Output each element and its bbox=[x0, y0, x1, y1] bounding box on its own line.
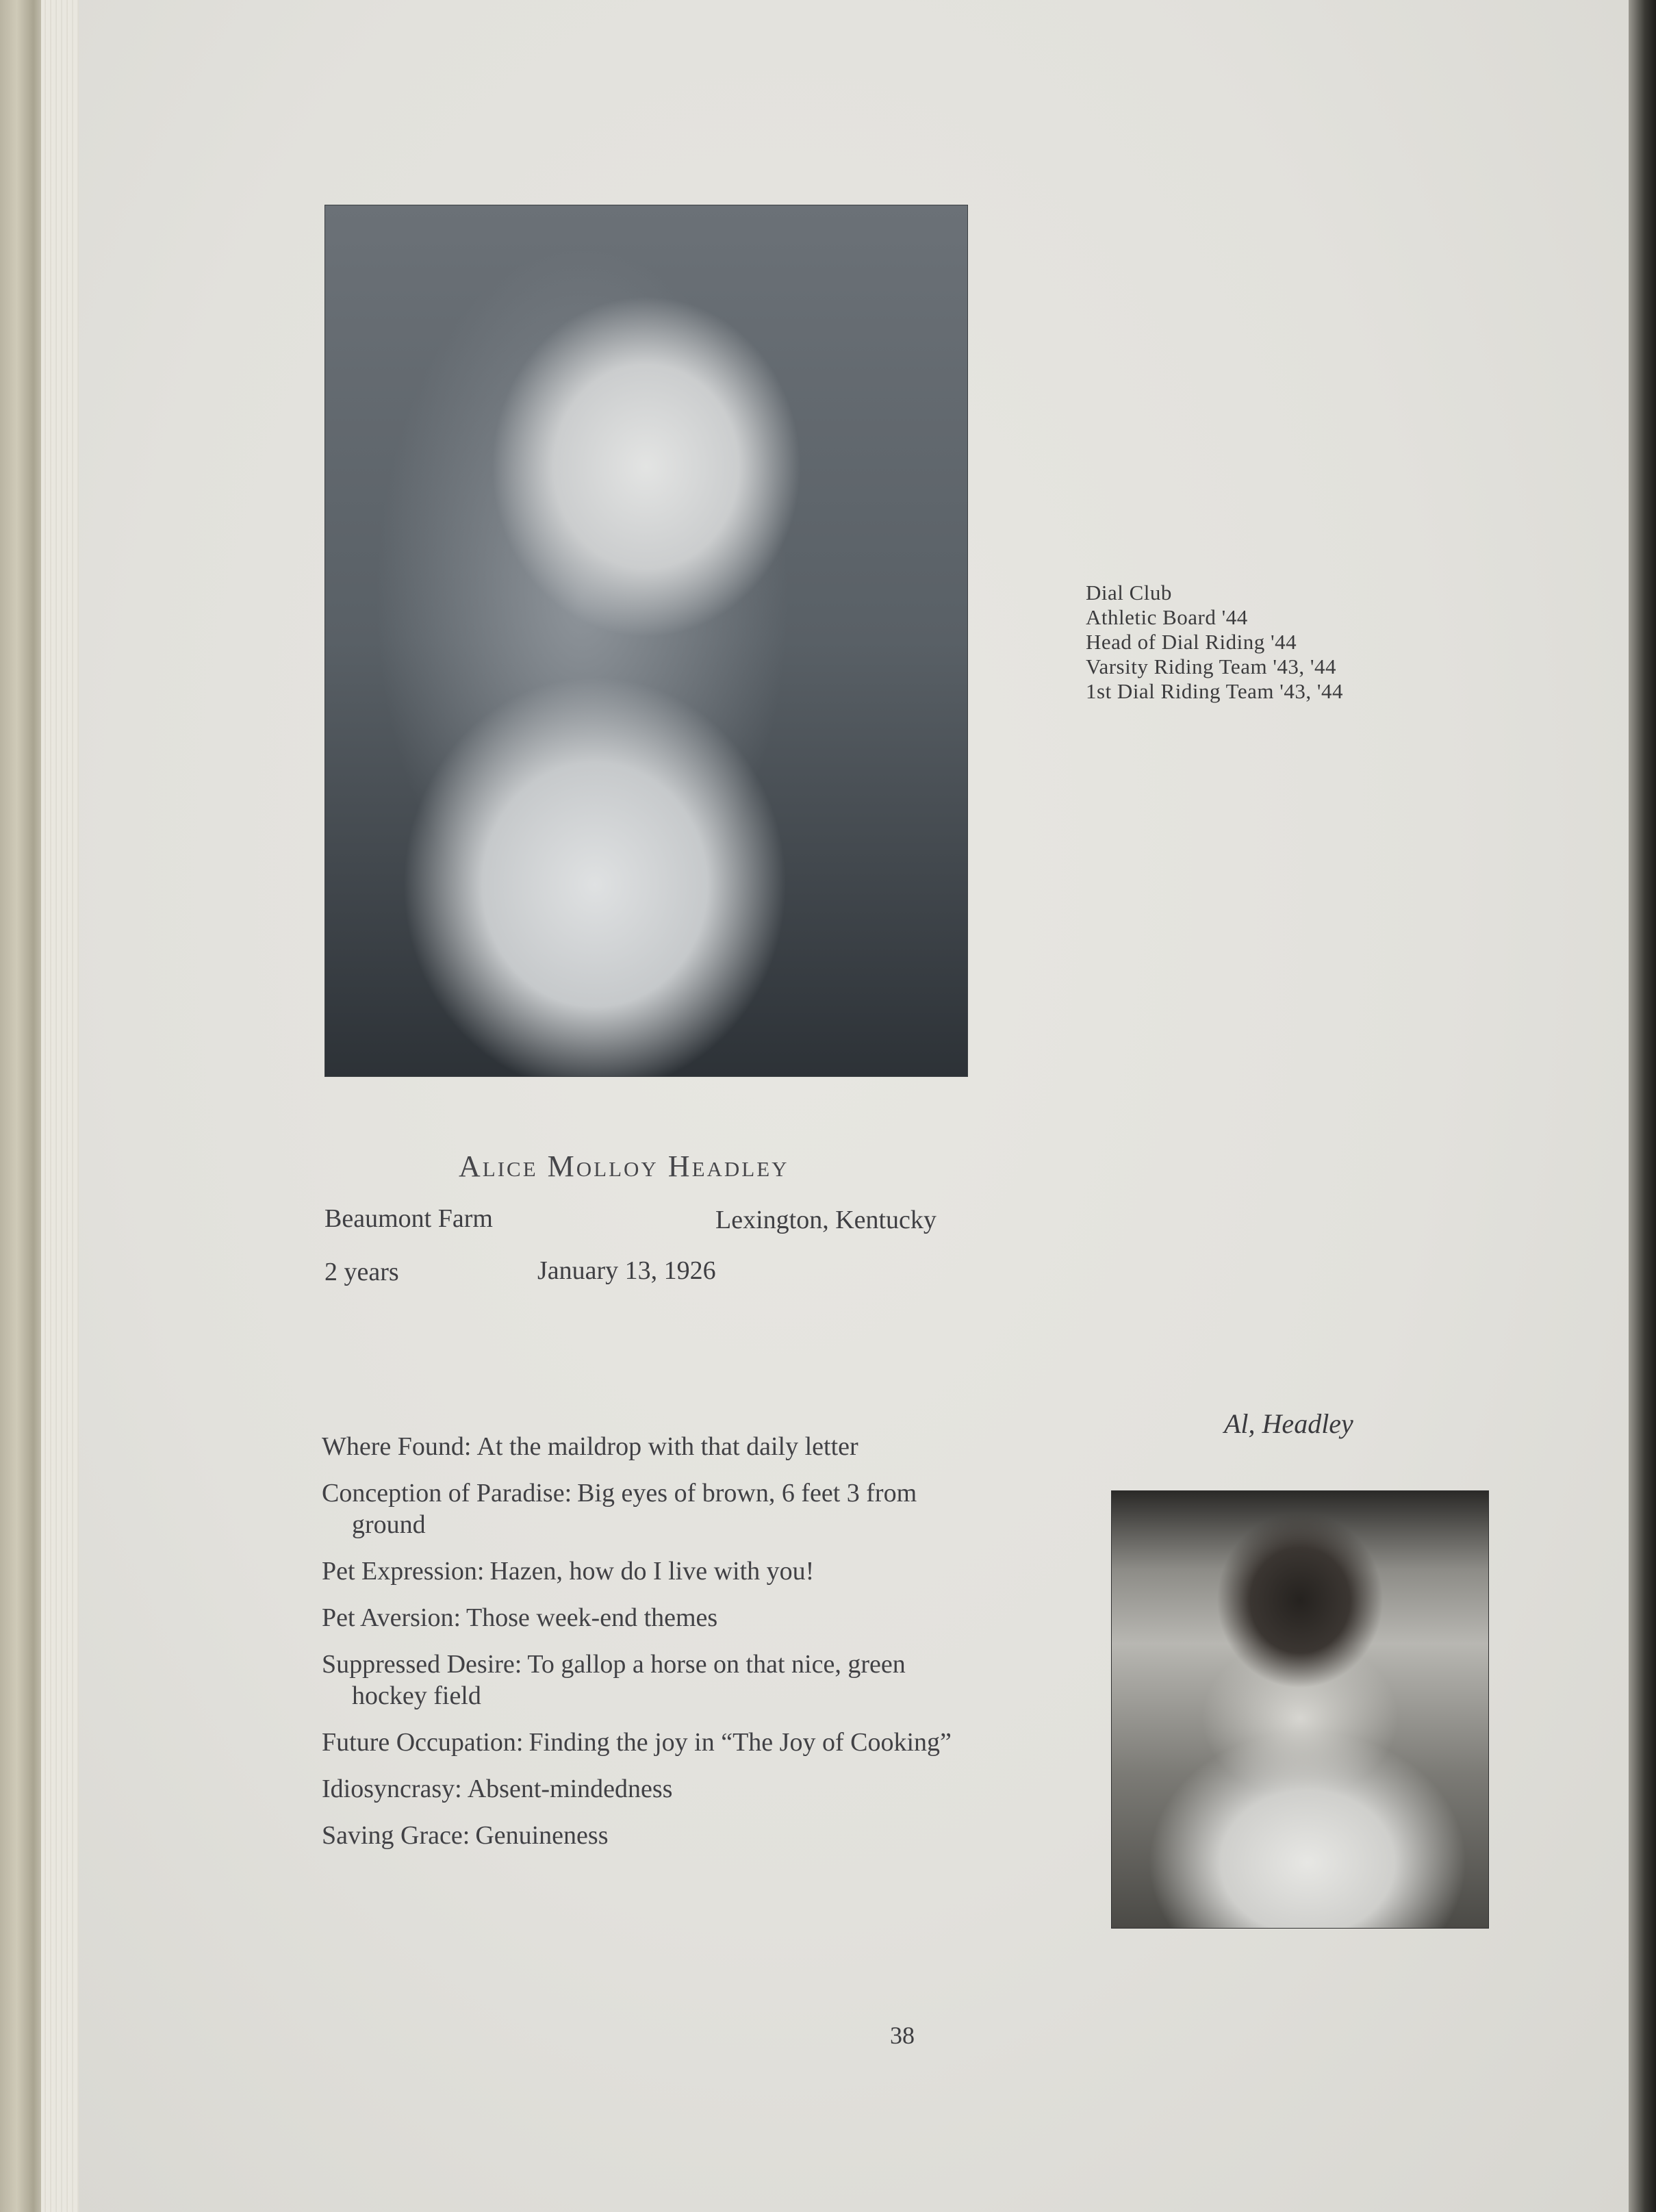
trait-text: To gallop a horse on that nice, green hockey field bbox=[352, 1650, 906, 1710]
trait-label: Suppressed Desire: bbox=[322, 1650, 522, 1679]
activity-item: Varsity Riding Team '43, '44 bbox=[1086, 654, 1336, 678]
trait-text: Absent-mindedness bbox=[467, 1775, 673, 1803]
trait-label: Pet Expression: bbox=[322, 1557, 485, 1586]
trait-text: Genuineness bbox=[475, 1821, 609, 1850]
childhood-photo bbox=[1112, 1491, 1488, 1928]
trait-text: Hazen, how do I live with you! bbox=[489, 1557, 815, 1586]
trait-where-found bbox=[322, 1431, 965, 1462]
home-address: Beaumont Farm bbox=[324, 1204, 493, 1233]
child-photo-caption: Al, Headley bbox=[1224, 1408, 1353, 1439]
trait-pet-expression bbox=[322, 1555, 965, 1587]
senior-portrait-photo bbox=[325, 205, 967, 1076]
activities-list bbox=[1086, 581, 1343, 704]
page-number: 38 bbox=[890, 2022, 915, 2049]
trait-future-occupation bbox=[322, 1727, 965, 1758]
trait-label: Where Found: bbox=[322, 1432, 472, 1461]
trait-suppressed-desire bbox=[322, 1649, 965, 1712]
years-attended: 2 years bbox=[324, 1258, 399, 1286]
activity-item: Athletic Board '44 bbox=[1086, 605, 1248, 629]
trait-label: Conception of Paradise: bbox=[322, 1479, 572, 1508]
trait-label: Future Occupation: bbox=[322, 1728, 524, 1757]
trait-text: Big eyes of brown, 6 feet 3 from ground bbox=[352, 1479, 917, 1539]
page-shadow bbox=[1629, 0, 1656, 2212]
trait-saving-grace bbox=[322, 1820, 965, 1851]
student-name: Alice Molloy Headley bbox=[459, 1149, 789, 1183]
trait-text: Finding the joy in “The Joy of Cooking” bbox=[528, 1728, 952, 1757]
trait-label: Pet Aversion: bbox=[322, 1603, 461, 1632]
home-city: Lexington, Kentucky bbox=[715, 1206, 937, 1234]
trait-label: Idiosyncrasy: bbox=[322, 1775, 462, 1803]
trait-text: Those week-end themes bbox=[466, 1603, 718, 1632]
activity-item: Head of Dial Riding '44 bbox=[1086, 630, 1297, 654]
trait-conception-of-paradise bbox=[322, 1477, 965, 1540]
birth-date: January 13, 1926 bbox=[537, 1256, 716, 1285]
activity-item: 1st Dial Riding Team '43, '44 bbox=[1086, 679, 1343, 703]
activity-item: Dial Club bbox=[1086, 581, 1172, 605]
trait-idiosyncrasy bbox=[322, 1773, 965, 1805]
trait-pet-aversion bbox=[322, 1602, 965, 1633]
characteristics-list bbox=[322, 1431, 965, 1866]
trait-text: At the maildrop with that daily letter bbox=[476, 1432, 858, 1461]
trait-label: Saving Grace: bbox=[322, 1821, 470, 1850]
